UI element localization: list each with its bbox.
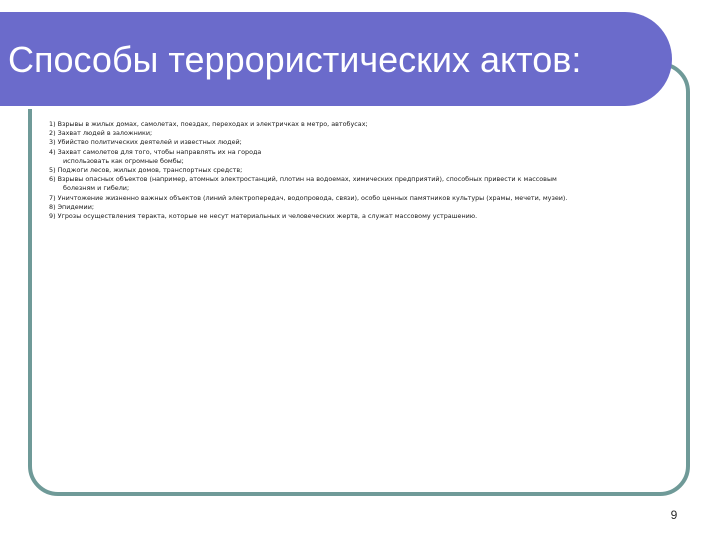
title-underline — [10, 106, 638, 109]
list-item — [49, 138, 669, 147]
list-item — [49, 148, 669, 166]
list-item-text: 8) Эпидемии; — [49, 202, 95, 211]
list-item — [49, 203, 669, 212]
list-item — [49, 166, 669, 175]
list-item-text: 1) Взрывы в жилых домах, самолетах, поездах, переходах и электричках в метро, автобусах; — [49, 120, 368, 128]
title-bar — [0, 12, 672, 106]
slide-title: Способы террористических актов: — [8, 39, 582, 80]
list-item-text: 3) Убийство политических деятелей и известных людей; — [49, 138, 242, 147]
list-item-text: 6) Взрывы опасных объектов (например, атомных электростанций, плотин на водоемах, химических предприятий), способных привести к массовым — [49, 175, 557, 184]
list-item-text: 9) Угрозы осуществления теракта, которые не несут материальных и человеческих жертв, а служат массовому устрашению. — [49, 212, 478, 221]
methods-list — [49, 120, 669, 221]
page-number: 9 — [670, 508, 678, 522]
list-item — [49, 129, 669, 138]
list-item-continuation: использовать как огромные бомбы; — [63, 156, 184, 165]
list-item-text: 5) Поджоги лесов, жилых домов, транспортных средств; — [49, 166, 243, 175]
list-item — [49, 175, 669, 193]
list-item-text: 2) Захват людей в заложники; — [49, 129, 153, 138]
list-item — [49, 212, 669, 221]
list-item-continuation: болезням и гибели; — [63, 184, 130, 193]
list-item — [49, 120, 669, 129]
list-item-text: 7) Уничтожение жизненно важных объектов (линий электропередач, водопровода, связи), особо ценных памятников культуры (храмы, мечети, музеи). — [49, 193, 568, 202]
list-item — [49, 194, 669, 203]
list-item-text: 4) Захват самолетов для того, чтобы направлять их на города — [49, 147, 262, 156]
